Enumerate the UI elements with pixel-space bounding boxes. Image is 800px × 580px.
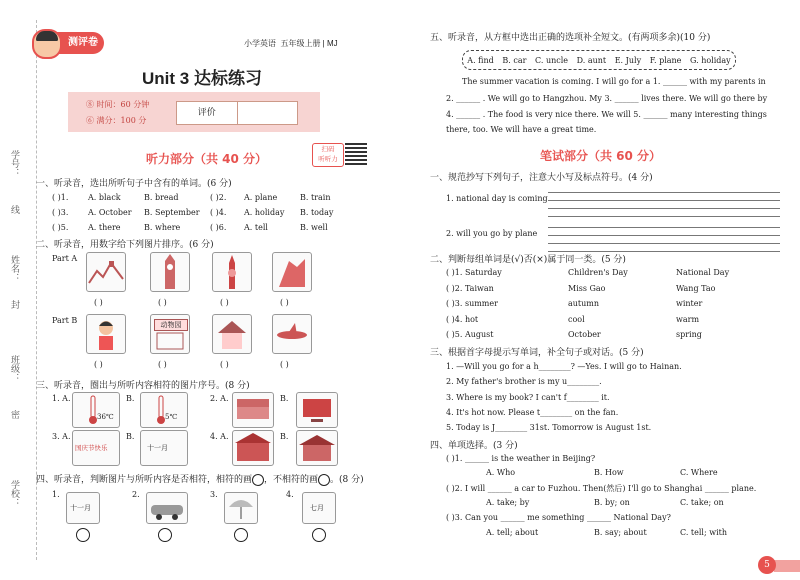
q1-b2-2: B. today bbox=[300, 208, 334, 217]
calendar-picture[interactable] bbox=[140, 430, 188, 466]
mc-3-b[interactable]: B. say; about bbox=[594, 528, 647, 537]
q1-num2-1[interactable]: ( )2. bbox=[210, 193, 227, 202]
evaluation-box bbox=[176, 101, 298, 125]
house-picture bbox=[212, 314, 252, 354]
q1-title: 一、听录音，选出所听句子中含有的单词。(6 分) bbox=[36, 179, 232, 189]
q1-b2-1: B. train bbox=[300, 193, 331, 202]
side-label-id: 学号： bbox=[9, 150, 19, 177]
time-info: ⑧ 时间：60 分钟 bbox=[86, 100, 150, 109]
fill-line-1[interactable]: 1. —Will you go for a h________? —Yes. I will go to Hainan. bbox=[446, 362, 682, 371]
great-wall-picture bbox=[86, 252, 126, 292]
evaluation-field[interactable] bbox=[238, 102, 298, 124]
passage-line-1: The summer vacation is coming. I will go for a 1. ______ with my parents in bbox=[462, 77, 766, 86]
month-label: 十一月 bbox=[147, 444, 168, 452]
classify-n-1[interactable]: ( )1. Saturday bbox=[446, 268, 502, 277]
july-calendar-picture: 七月 bbox=[302, 492, 336, 524]
write-line[interactable] bbox=[548, 243, 780, 244]
mascot-icon bbox=[32, 29, 62, 59]
side-label-line: 线 bbox=[9, 205, 19, 214]
classify-b-3: autumn bbox=[568, 299, 600, 308]
classify-n-4[interactable]: ( )4. hot bbox=[446, 314, 479, 324]
w-q2-title: 二、判断每组单词是(√)否(×)属于同一类。(5 分) bbox=[430, 255, 626, 265]
hot-thermometer-picture[interactable] bbox=[72, 392, 120, 428]
classify-n-2[interactable]: ( )2. Taiwan bbox=[446, 283, 494, 293]
q1-num-3[interactable]: ( )5. bbox=[52, 223, 69, 232]
word-options-box bbox=[462, 50, 736, 70]
write-line[interactable] bbox=[548, 200, 780, 201]
sad-icon bbox=[318, 474, 330, 486]
copy-sentence-2: 2. will you go by plane bbox=[446, 229, 538, 238]
q1-b-2: B. September bbox=[144, 208, 200, 217]
q1-a2-2: A. holiday bbox=[244, 208, 285, 217]
temple-picture[interactable] bbox=[296, 430, 338, 466]
writing-title: 笔试部分（共 60 分） bbox=[540, 149, 662, 163]
smile-icon bbox=[252, 474, 264, 486]
q3-item-4a: 4. A. bbox=[210, 432, 229, 441]
plane-picture bbox=[272, 314, 312, 354]
q4-title: 四、听录音，判断图片与所听内容是否相符，相符的画 ，不相符的画 。(8 分) bbox=[36, 475, 364, 485]
page-tab bbox=[774, 560, 800, 572]
classify-c-3: winter bbox=[676, 299, 703, 308]
score-info: ⑥ 满分：100 分 bbox=[86, 116, 147, 125]
side-label-secret: 密 bbox=[9, 410, 19, 419]
tower-picture bbox=[212, 252, 252, 292]
listening-title: 听力部分（共 40 分） bbox=[146, 152, 268, 166]
sofa-picture[interactable] bbox=[232, 392, 274, 428]
tv-picture[interactable] bbox=[296, 392, 338, 428]
part-b-answer-2[interactable]: ( ) bbox=[158, 360, 167, 369]
part-a-label: Part A bbox=[52, 254, 78, 263]
mc-2-c[interactable]: C. take; on bbox=[680, 498, 724, 507]
copy-sentence-1: 1. national day is coming bbox=[446, 194, 548, 203]
classify-b-5: October bbox=[568, 330, 601, 339]
cold-thermometer-picture[interactable] bbox=[140, 392, 188, 428]
q1-a2-3: A. tell bbox=[244, 223, 268, 232]
q4-num-2: 2. bbox=[132, 490, 140, 499]
option-d: D. aunt bbox=[576, 55, 607, 65]
q4-num-4: 4. bbox=[286, 490, 294, 499]
mc-question-1: ( )1. ______ is the weather in Beijing? bbox=[446, 454, 596, 463]
classify-b-1: Children's Day bbox=[568, 268, 628, 277]
header-info: 小学英语 五年级上册 | MJ bbox=[244, 39, 338, 48]
classify-n-3[interactable]: ( )3. summer bbox=[446, 299, 498, 308]
passage-line-4: there, too. We will have a great time. bbox=[446, 125, 597, 134]
passage-line-2: 2. ______ . We will go to Hangzhou. My 3. ______ lives there. We will go there by bbox=[446, 94, 768, 103]
q1-b2-3: B. well bbox=[300, 223, 328, 232]
qr-code-icon[interactable] bbox=[345, 143, 367, 165]
part-b-answer-3[interactable]: ( ) bbox=[220, 360, 229, 369]
test-badge: 测评卷 bbox=[34, 32, 104, 54]
part-a-answer-4[interactable]: ( ) bbox=[280, 298, 289, 307]
classify-n-5[interactable]: ( )5. August bbox=[446, 330, 494, 339]
r-q5-title: 五、听录音，从方框中选出正确的选项补全短文。(有两项多余)(10 分) bbox=[430, 33, 711, 43]
building-picture bbox=[272, 252, 312, 292]
q1-b-3: B. where bbox=[144, 223, 181, 232]
classify-c-4: warm bbox=[676, 314, 700, 324]
classify-c-2: Wang Tao bbox=[676, 283, 716, 293]
mc-question-2: ( )2. I will ______ a car to Fuzhou. Then(然后) I'll go to Shanghai ______ plane. bbox=[446, 484, 757, 493]
q1-a-2: A. October bbox=[88, 208, 132, 217]
answer-face-1[interactable] bbox=[76, 528, 90, 542]
part-a-answer-2[interactable]: ( ) bbox=[158, 298, 167, 307]
fill-line-5[interactable]: 5. Today is J________ 31st. Tomorrow is August 1st. bbox=[446, 423, 652, 432]
q3-item-4b: B. bbox=[280, 432, 289, 441]
w-q3-title: 三、根据首字母提示写单词，补全句子或对话。(5 分) bbox=[430, 348, 644, 358]
evaluation-label: 评价 bbox=[177, 102, 238, 124]
mc-1-b[interactable]: B. How bbox=[594, 468, 624, 477]
q1-num2-3[interactable]: ( )6. bbox=[210, 223, 227, 232]
fill-line-2[interactable]: 2. My father's brother is my u________. bbox=[446, 377, 602, 386]
write-line[interactable] bbox=[548, 235, 780, 236]
page-title: Unit 3 达标练习 bbox=[142, 69, 262, 88]
write-line[interactable] bbox=[548, 208, 780, 209]
option-f: F. plane bbox=[649, 55, 682, 65]
q1-a-3: A. there bbox=[88, 223, 121, 232]
fill-line-4[interactable]: 4. It's hot now. Please t________ on the fan. bbox=[446, 408, 619, 417]
right-page bbox=[400, 0, 800, 580]
side-label-school: 学校： bbox=[9, 480, 19, 507]
zoo-picture bbox=[150, 314, 190, 354]
november-calendar-picture: 十一月 bbox=[66, 492, 100, 524]
mc-3-a[interactable]: A. tell; about bbox=[486, 528, 539, 537]
mc-1-c[interactable]: C. Where bbox=[680, 468, 718, 477]
part-a-answer-1[interactable]: ( ) bbox=[94, 298, 103, 307]
mc-1-a[interactable]: A. Who bbox=[486, 468, 516, 477]
classify-b-2: Miss Gao bbox=[568, 283, 606, 293]
classify-c-5: spring bbox=[676, 330, 702, 339]
part-b-answer-4[interactable]: ( ) bbox=[280, 360, 289, 369]
w-q1-title: 一、规范抄写下列句子，注意大小写及标点符号。(4 分) bbox=[430, 173, 653, 183]
temp-cold: 5℃ bbox=[165, 413, 178, 421]
big-ben-picture bbox=[150, 252, 190, 292]
q3-item-3a: 3. A. bbox=[52, 432, 71, 441]
option-a: A. find bbox=[467, 55, 494, 65]
answer-face-3[interactable] bbox=[234, 528, 248, 542]
answer-face-2[interactable] bbox=[158, 528, 172, 542]
girl-picture bbox=[86, 314, 126, 354]
option-b: B. car bbox=[502, 55, 527, 65]
q2-title: 二、听录音，用数字给下列图片排序。(6 分) bbox=[36, 240, 214, 250]
write-line[interactable] bbox=[548, 216, 780, 217]
q3-item-2a: 2. A. bbox=[210, 394, 229, 403]
page-number: 5 bbox=[758, 556, 776, 574]
zoo-sign: 动物园 bbox=[154, 319, 188, 331]
q3-item-1b: B. bbox=[126, 394, 135, 403]
side-label-seal: 封 bbox=[9, 300, 19, 309]
q3-title: 三、听录音，圈出与所听内容相符的图片序号。(8 分) bbox=[36, 381, 250, 391]
q3-item-2b: B. bbox=[280, 394, 289, 403]
scan-listen-label: 扫码 听听力 bbox=[312, 143, 344, 167]
mc-3-c[interactable]: C. tell; with bbox=[680, 528, 727, 537]
part-a-answer-3[interactable]: ( ) bbox=[220, 298, 229, 307]
classify-b-4: cool bbox=[568, 314, 585, 324]
w-q4-title: 四、单项选择。(3 分) bbox=[430, 441, 518, 451]
option-c: C. uncle bbox=[535, 55, 569, 65]
umbrella-picture bbox=[224, 492, 258, 524]
q1-a2-1: A. plane bbox=[244, 193, 278, 202]
q1-num-1[interactable]: ( )1. bbox=[52, 193, 69, 202]
mc-2-a[interactable]: A. take; by bbox=[486, 498, 530, 507]
q4-num-3: 3. bbox=[210, 490, 218, 499]
answer-face-4[interactable] bbox=[312, 528, 326, 542]
national-day-picture[interactable] bbox=[72, 430, 120, 466]
fill-line-3[interactable]: 3. Where is my book? I can't f________ it. bbox=[446, 393, 610, 402]
part-b-answer-1[interactable]: ( ) bbox=[94, 360, 103, 369]
q1-num2-2[interactable]: ( )4. bbox=[210, 208, 227, 217]
q1-a-1: A. black bbox=[88, 193, 121, 202]
side-label-class: 班级： bbox=[9, 355, 19, 382]
holiday-banner: 国庆节快乐 bbox=[75, 444, 108, 452]
side-label-name: 姓名： bbox=[9, 255, 19, 282]
write-line[interactable] bbox=[548, 192, 780, 193]
q1-num-2[interactable]: ( )3. bbox=[52, 208, 69, 217]
q3-item-1a: 1. A. bbox=[52, 394, 71, 403]
q4-num-1: 1. bbox=[52, 490, 60, 499]
q1-b-1: B. bread bbox=[144, 193, 179, 202]
write-line[interactable] bbox=[548, 227, 780, 228]
passage-line-3: 4. ______ . The food is very nice there. We will 5. ______ many interesting things bbox=[446, 110, 767, 119]
classify-c-1: National Day bbox=[676, 268, 730, 277]
mc-question-3: ( )3. Can you ______ me something ______ National Day? bbox=[446, 513, 671, 522]
part-b-label: Part B bbox=[52, 316, 78, 325]
mc-2-b[interactable]: B. by; on bbox=[594, 498, 630, 507]
car-picture bbox=[146, 492, 188, 524]
q3-item-3b: B. bbox=[126, 432, 135, 441]
temp-hot: 36℃ bbox=[97, 413, 114, 421]
gate-picture[interactable] bbox=[232, 430, 274, 466]
option-e: E. July bbox=[614, 55, 642, 65]
option-g: G. holiday bbox=[690, 55, 731, 65]
